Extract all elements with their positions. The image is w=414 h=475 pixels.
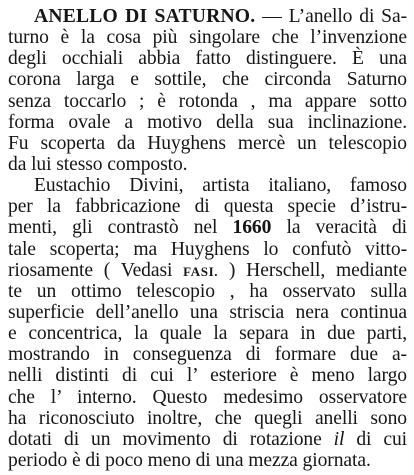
text-line: ha riconosciuto inoltre, che quegli anelli sono	[8, 407, 407, 429]
text-span: — L’anello di Sa-	[255, 6, 407, 27]
text-line: nelli distinti di cui l’ esteriore è meno largo	[8, 365, 407, 387]
text-span: la veracità di	[271, 217, 407, 239]
text-span: ) Herschell, mediante	[218, 259, 407, 281]
text-line: degli occhiali abbia fatto distinguere. È una	[8, 48, 407, 70]
text-line: Fu scoperta da Huyghens mercè un telescopio	[8, 132, 407, 154]
text-line: superficie dell’anello una striscia nera continua	[8, 302, 407, 323]
text-line: te un ottimo telescopio , ha osservato sulla	[8, 280, 407, 302]
text-span: dotati di un movimento di rotazione	[8, 428, 334, 450]
text-line: turno è la cosa più singolare che l’invenzione	[8, 27, 407, 49]
text-span: di cui	[344, 428, 407, 450]
text-line: Eustachio Divini, artista italiano, famoso	[34, 175, 407, 197]
italic-word: il	[333, 428, 345, 450]
text-line: per la fabbricazione di questa specie d’istru-	[8, 196, 407, 218]
text-line: periodo è di poco meno di una mezza giornata.	[8, 450, 371, 471]
text-line: mostrando in conseguenza di formare due a-	[8, 344, 407, 366]
year-text: 1660	[232, 217, 272, 239]
text-line: corona larga e sottile, che circonda Saturno	[8, 69, 407, 91]
text-line: forma ovale a motivo della sua inclinazione.	[8, 111, 407, 133]
text-span: menti, gli contrastò nel	[8, 217, 233, 239]
text-line: da lui stesso composto.	[8, 154, 188, 175]
text-line: che l’ interno. Questo medesimo osservatore	[8, 386, 407, 408]
text-line: senza toccarlo ; è rotonda , ma appare sotto	[8, 90, 407, 112]
article-heading: ANELLO DI SATURNO.	[34, 6, 256, 27]
text-span: riosamente ( Vedasi	[8, 259, 184, 281]
text-line: tale scoperta; ma Huyghens lo confutò vitto-	[8, 238, 407, 260]
text-line: e concentrica, la quale la separa in due parti,	[8, 323, 407, 345]
cross-reference: FASI.	[183, 263, 219, 279]
